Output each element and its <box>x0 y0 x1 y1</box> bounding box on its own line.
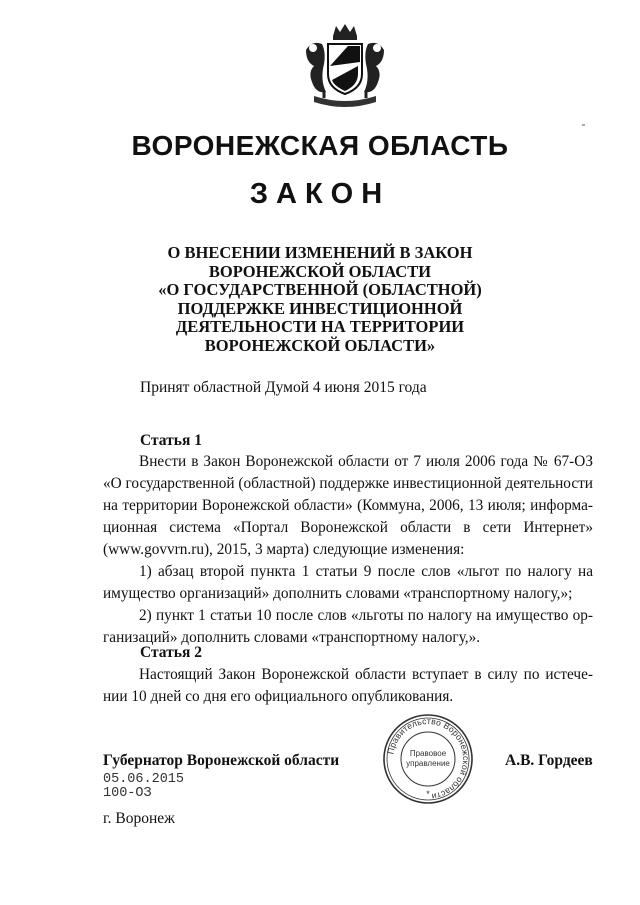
law-title-line: ВОРОНЕЖСКОЙ ОБЛАСТИ <box>208 261 432 281</box>
signatory-name: А.В. Гордеев <box>505 752 593 769</box>
stamp-center-line: управление <box>406 759 450 768</box>
text-line: имущество организаций» дополнить словами «транспортному налогу,»; <box>103 585 573 602</box>
coat-of-arms-emblem <box>300 22 390 114</box>
registration-number: 100-ОЗ <box>103 786 152 801</box>
official-stamp <box>382 713 474 805</box>
text-line: Внести в Закон Воронежской области от 7 июля 2006 года № 67-ОЗ <box>139 453 593 470</box>
text-line: (www.govvrn.ru), 2015, 3 марта) следующие изменения: <box>103 541 465 558</box>
registration-date: 05.06.2015 <box>103 772 185 787</box>
stamp-center-line: Правовое <box>409 749 447 758</box>
text-line: Настоящий Закон Воронежской области вступает в силу по истече- <box>139 666 593 683</box>
text-line: на территории Воронежской области» (Коммуна, 2006, 13 июля; информа- <box>103 497 593 514</box>
law-title <box>140 244 500 356</box>
text-line: нии 10 дней со дня его официального опубликования. <box>103 688 454 705</box>
adoption-note: Принят областной Думой 4 июня 2015 года <box>140 379 427 396</box>
document-type: ЗАКОН <box>249 178 391 210</box>
text-line: ганизаций» дополнить словами «транспортному налогу,». <box>103 629 481 646</box>
article-1-item-1 <box>103 561 593 605</box>
law-title-line: «О ГОСУДАРСТВЕННОЙ (ОБЛАСТНОЙ) <box>158 280 482 300</box>
law-title-line: ВОРОНЕЖСКОЙ ОБЛАСТИ» <box>204 335 436 355</box>
law-title-line: ПОДДЕРЖКЕ ИНВЕСТИЦИОННОЙ <box>177 298 463 318</box>
city-name: г. Воронеж <box>103 810 175 827</box>
article-1-item-2 <box>103 605 593 649</box>
law-title-line: О ВНЕСЕНИИ ИЗМЕНЕНИЙ В ЗАКОН <box>167 243 473 262</box>
text-line: ционная система «Портал Воронежской области в сети Интернет» <box>103 519 593 536</box>
region-title: ВОРОНЕЖСКАЯ ОБЛАСТЬ <box>131 130 509 161</box>
text-line: 1) абзац второй пункта 1 статьи 9 после слов «льгот по налогу на <box>139 563 593 580</box>
text-line: «О государственной (областной) поддержке инвестиционной деятельности <box>103 475 593 492</box>
text-line: 2) пункт 1 статьи 10 после слов «льготы по налогу на имущество ор- <box>139 607 593 624</box>
scan-mark <box>582 124 585 126</box>
article-1-intro <box>103 451 593 561</box>
article-2-text <box>103 664 593 708</box>
stamp-ring-text: Правительство Воронежской области <box>385 715 472 802</box>
article-1-heading: Статья 1 <box>140 432 202 449</box>
signatory-position: Губернатор Воронежской области <box>103 752 340 769</box>
law-title-line: ДЕЯТЕЛЬНОСТИ НА ТЕРРИТОРИИ <box>175 317 465 337</box>
article-2-heading: Статья 2 <box>140 644 202 661</box>
registration-info <box>103 773 184 801</box>
stamp-star-icon: * <box>426 789 430 799</box>
